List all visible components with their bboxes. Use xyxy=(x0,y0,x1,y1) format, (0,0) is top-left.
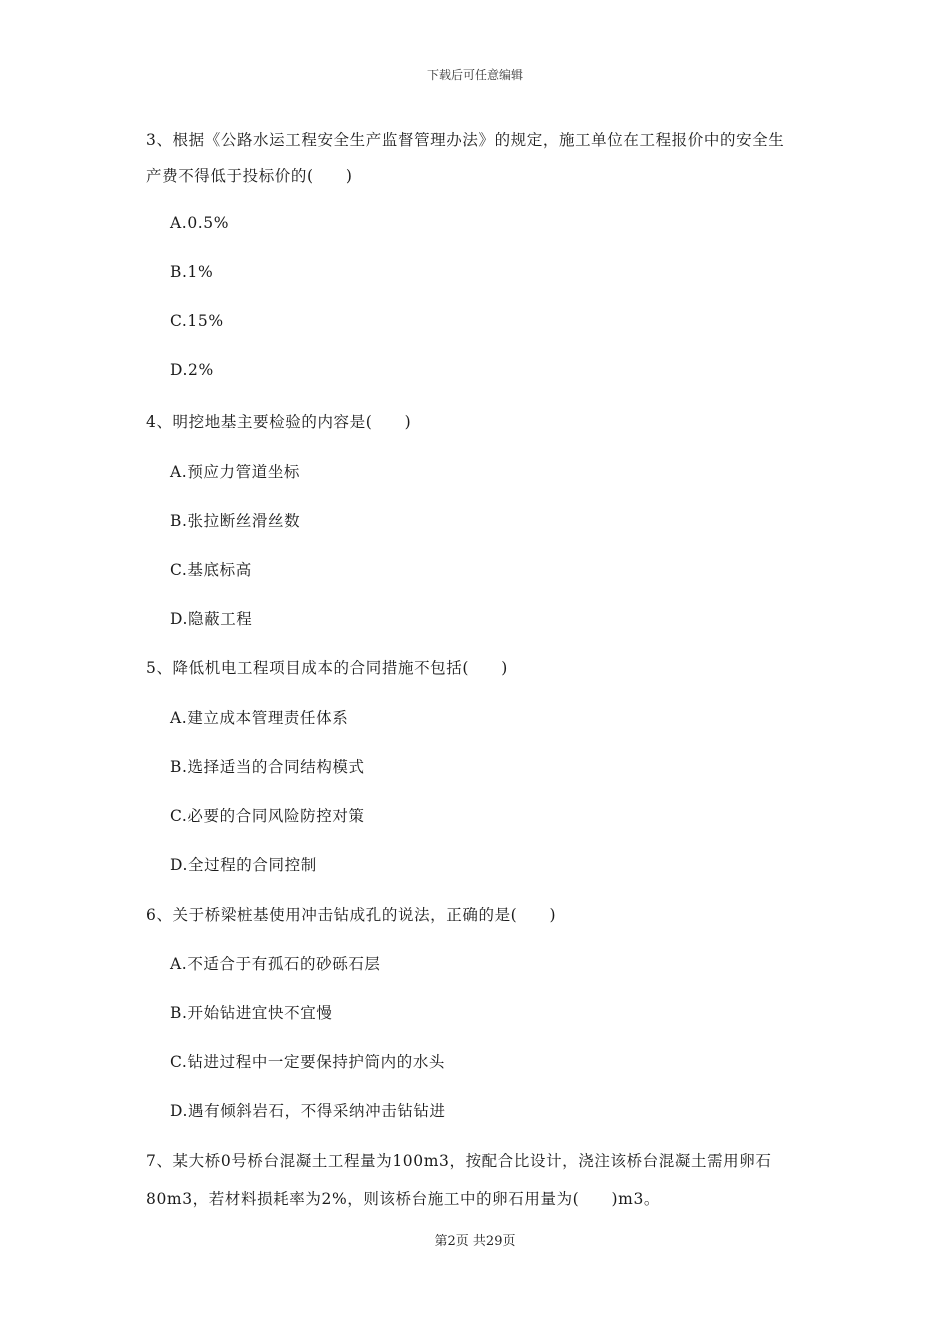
question-5-text: 5、降低机电工程项目成本的合同措施不包括( ) xyxy=(146,659,508,677)
question-3-option-a: A.0.5% xyxy=(170,214,230,232)
page-header: 下载后可任意编辑 xyxy=(426,68,523,82)
question-6-option-c: C.钻进过程中一定要保持护筒内的水头 xyxy=(170,1053,446,1071)
question-4-text: 4、明挖地基主要检验的内容是( ) xyxy=(146,413,412,431)
question-3-option-c: C.15% xyxy=(170,312,224,330)
question-4-option-a: A.预应力管道坐标 xyxy=(170,463,301,481)
question-4-option-d: D.隐蔽工程 xyxy=(170,610,253,628)
question-6-option-a: A.不适合于有孤石的砂砾石层 xyxy=(170,955,381,973)
question-5-option-c: C.必要的合同风险防控对策 xyxy=(170,807,365,825)
question-4-option-b: B.张拉断丝滑丝数 xyxy=(170,512,301,530)
question-3-option-b: B.1% xyxy=(170,263,214,281)
page-footer: 第2页 共29页 xyxy=(434,1234,516,1249)
question-5-option-b: B.选择适当的合同结构模式 xyxy=(170,758,365,776)
question-7-text-line-1: 7、某大桥0号桥台混凝土工程量为100m3，按配合比设计，浇注该桥台混凝土需用卵石 xyxy=(146,1152,772,1170)
question-4-option-c: C.基底标高 xyxy=(170,561,252,579)
question-3-text-line-2: 产费不得低于投标价的( ) xyxy=(146,167,353,185)
question-6-text: 6、关于桥梁桩基使用冲击钻成孔的说法，正确的是( ) xyxy=(146,906,557,924)
question-3-text-line-1: 3、根据《公路水运工程安全生产监督管理办法》的规定，施工单位在工程报价中的安全生 xyxy=(146,131,785,149)
question-7-text-line-2: 80m3，若材料损耗率为2%，则该桥台施工中的卵石用量为( )m3。 xyxy=(146,1190,661,1208)
question-5-option-a: A.建立成本管理责任体系 xyxy=(170,709,349,727)
question-5-option-d: D.全过程的合同控制 xyxy=(170,856,317,874)
question-6-option-b: B.开始钻进宜快不宜慢 xyxy=(170,1004,333,1022)
question-6-option-d: D.遇有倾斜岩石，不得采纳冲击钻钻进 xyxy=(170,1102,446,1120)
question-3-option-d: D.2% xyxy=(170,361,214,379)
